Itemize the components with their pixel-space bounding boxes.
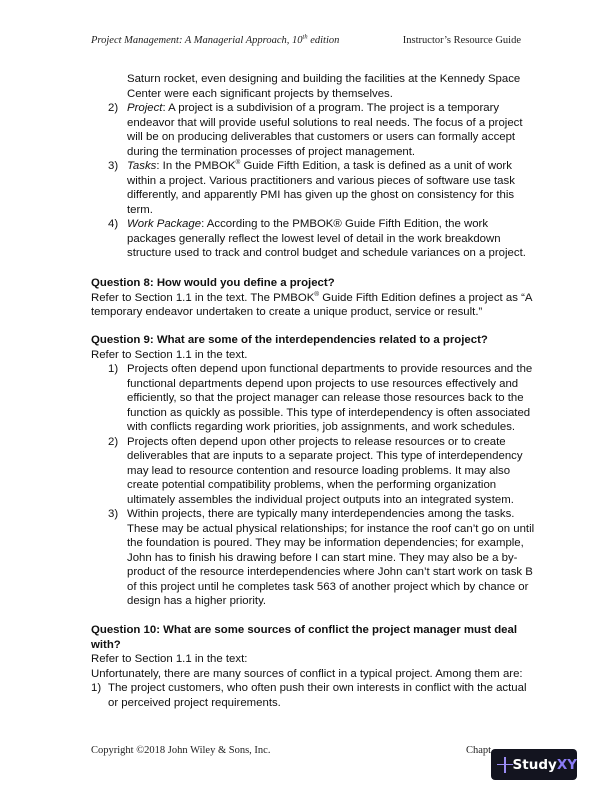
text-line: Projects often depend upon functional departments to provide resources and the [127, 363, 533, 375]
q9-item-2 [91, 435, 531, 508]
text-line: Within projects, there are typically many interdependencies among the tasks. [127, 508, 515, 520]
list-number: 3) [108, 508, 119, 520]
text: Guide Fifth Edition, a task is defined as a unit of work [240, 160, 512, 172]
plus-icon [497, 757, 507, 773]
text-line: These may be actual physical relationships; for instance the roof can’t go on until [127, 522, 535, 535]
question-10 [91, 623, 531, 710]
q9-item-1 [91, 362, 531, 435]
badge-text-accent: XY [556, 756, 577, 773]
text-line: term. [127, 203, 153, 216]
text-line: during the termination processes of project management. [127, 145, 416, 158]
text-line: of this project until he completes task 563 of another project which by chance or [127, 580, 529, 593]
term: Work Package [127, 218, 202, 230]
registered-mark: ® [314, 290, 320, 298]
footer-copyright: Copyright ©2018 John Wiley & Sons, Inc. [91, 745, 271, 756]
footer-chapter: Chapt [466, 745, 492, 756]
term: Project [127, 102, 163, 114]
text-line: Saturn rocket, even designing and building the facilities at the Kennedy Space [127, 73, 521, 85]
list-number: 2) [108, 435, 119, 448]
text-line: create potential compatibility problems, when the performing organization [127, 479, 497, 491]
question-heading: with? [91, 638, 121, 651]
question-9 [91, 333, 535, 609]
registered-mark: ® [235, 159, 241, 167]
text-line: function as quickly as possible. This type of interdependency is often associated [127, 406, 531, 419]
header-title-text: Project Management: A Managerial Approach, 10 [91, 35, 303, 46]
text-line: within a project. Various practitioners and various pieces of software use task [127, 174, 515, 187]
question-8 [91, 276, 531, 320]
text-line: product of the resource interdependencies where John can’t start work on task B [127, 566, 533, 578]
term: Tasks [127, 160, 157, 172]
q10-item-1 [91, 681, 531, 710]
question-heading: Question 9: What are some of the interdependencies related to a project? [91, 334, 488, 346]
list-number: 1) [91, 682, 102, 694]
text-line: deliverables that are inputs to a separate project. This type of interdependency [127, 450, 523, 462]
text-line: the foundation is poured. They may be information dependencies; for example, [127, 537, 524, 549]
list-number: 1) [108, 363, 119, 375]
text: : A project is a subdivision of a program. The project is a temporary [162, 102, 500, 114]
text-line: Refer to Section 1.1 in the text. [91, 348, 248, 361]
text-line: ultimately assembles the individual project outputs into an integrated system. [127, 493, 514, 506]
running-header-title [91, 35, 339, 46]
text-line: efficiently, so that the project manager can release those resources back to the [127, 392, 524, 404]
text-line: endeavor that will provide useful solutions to real needs. The focus of a project [127, 116, 523, 129]
studyxy-badge[interactable] [491, 749, 577, 780]
running-header-right: Instructor’s Resource Guide [402, 35, 521, 46]
text-line: or perceived project requirements. [108, 696, 281, 709]
text-line: packages generally reflect the lowest level of detail in the work breakdown [127, 232, 501, 245]
list-number: 4) [108, 218, 119, 230]
text-line: John has to finish his drawing before I can start mine. They may also be a by- [127, 551, 518, 564]
text-line: functional departments depend upon projects to use resources effectively and [127, 377, 519, 390]
text-line: with conflicts regarding work priorities, job assignments, and work schedules. [127, 421, 516, 433]
list-number: 3) [108, 160, 119, 172]
text: Refer to Section 1.1 in the text. The PMBOK [91, 291, 315, 304]
text-line: The project customers, who often push their own interests in conflict with the actual [108, 682, 527, 694]
text-line [127, 101, 531, 116]
q9-item-3 [91, 507, 535, 609]
text-line: differently, and apparently PMI has given up the ghost on consistency for this [127, 189, 515, 201]
list-number: 2) [108, 102, 119, 114]
text: : According to the PMBOK® Guide Fifth Edition, the work [201, 218, 489, 230]
header-sup: th [302, 33, 308, 41]
intro-item-1-continued [91, 72, 531, 101]
text-line: Projects often depend upon other projects to release resources or to create [127, 435, 506, 448]
text-line: structure used to track and control budget and schedule variances on a project. [127, 247, 526, 259]
question-heading: Question 10: What are some sources of conflict the project manager must deal [91, 624, 517, 636]
document-body [91, 72, 535, 710]
text: : In the PMBOK [156, 160, 236, 172]
text-line: may lead to resource contention and resource loading problems. It may also [127, 464, 511, 477]
question-heading: Question 8: How would you define a project? [91, 277, 335, 289]
text-line: design has a higher priority. [127, 595, 267, 607]
intro-item-3 [91, 159, 531, 217]
text-line [127, 217, 531, 232]
text-line: Unfortunately, there are many sources of conflict in a typical project. Among them are: [91, 667, 523, 680]
text-line [127, 159, 531, 174]
text-line: Refer to Section 1.1 in the text: [91, 653, 248, 665]
text: Guide Fifth Edition defines a project as “A [319, 291, 533, 304]
header-title-suffix: edition [307, 35, 340, 46]
text-line: will be on producing deliverables that customers or users can formally accept [127, 131, 516, 143]
text-line: Center were each significant projects by themselves. [127, 87, 393, 100]
intro-item-4 [91, 217, 531, 261]
badge-text: Study [512, 756, 557, 773]
text-line [91, 291, 531, 306]
text-line: temporary endeavor undertaken to create a unique product, service or result.” [91, 306, 483, 318]
intro-item-2 [91, 101, 531, 159]
